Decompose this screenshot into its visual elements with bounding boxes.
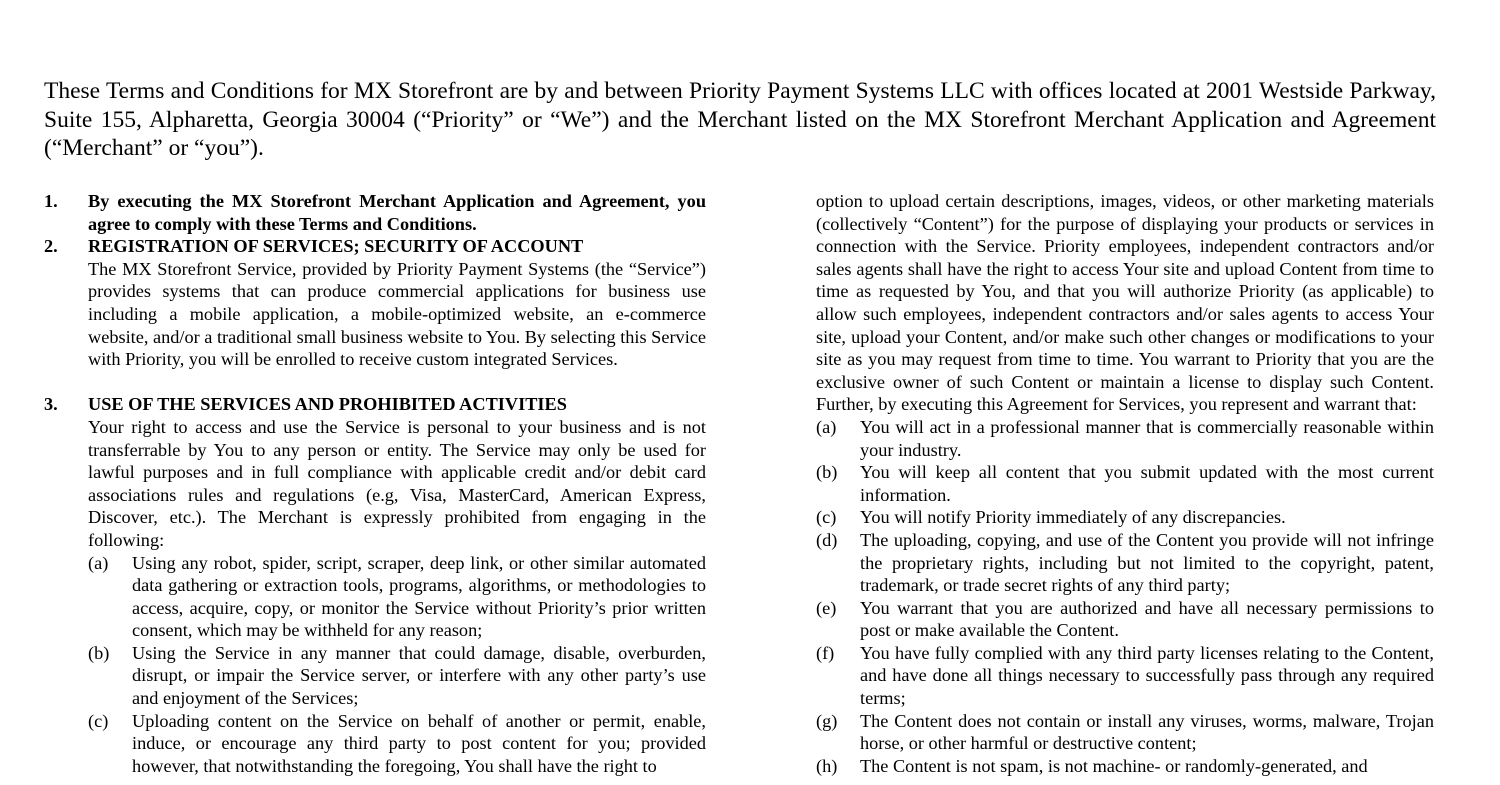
list-item-text: Uploading content on the Service on behalf of another or permit, enable, induce, or encourage any third party to post content for you; provided however, that notwithstanding the foregoing, You shall have the right to <box>132 710 706 776</box>
list-item-text: You warrant that you are authorized and have all necessary permissions to post or make available the Content. <box>860 597 1434 641</box>
section-1-text: By executing the MX Storefront Merchant Application and Agreement, you agree to comply with these Terms and Conditions. <box>88 191 706 234</box>
list-item <box>816 416 1434 461</box>
list-item-label: (h) <box>816 755 838 776</box>
list-item <box>88 642 706 710</box>
list-item-text: You will act in a professional manner that is commercially reasonable within your industry. <box>860 416 1434 460</box>
list-item <box>816 529 1434 597</box>
right-column-text: option to upload certain descriptions, images, videos, or other marketing materials (collectively “Content”) for the purpose of displaying your products or services in connection with the Service. Priority employees, independent contractors and/or sales agents shall have the right to access Your site and upload Content from time to time as requested by You, and that you will authorize Priority (as applicable) to allow such employees, independent contractors and/or sales agents to access Your site, upload your Content, and/or make such other changes or modifications to your site as you may request from time to time. You warrant to Priority that you are the exclusive owner of such Content or maintain a license to display such Content. Further, by executing this Agreement for Services, you represent and warrant that: <box>816 191 1434 415</box>
list-item-text: You will notify Priority immediately of any discrepancies. <box>860 507 1286 528</box>
section-2 <box>44 235 706 371</box>
list-item-label: (b) <box>88 642 110 663</box>
list-item <box>88 710 706 778</box>
list-item <box>816 506 1434 529</box>
list-item-label: (b) <box>816 462 838 483</box>
section-number: 2. <box>44 236 58 257</box>
section-3 <box>44 393 706 777</box>
list-item <box>816 642 1434 710</box>
section-2-text: The MX Storefront Service, provided by Priority Payment Systems (the “Service”) provides systems that can produce commercial applications for business use including a mobile application, a mobile-optimized website, an e-commerce website, and/or a traditional small business website to You. By selecting this Service with Priority, you will be enrolled to receive custom integrated Services. <box>88 258 706 370</box>
list-item-label: (c) <box>816 507 837 528</box>
section-3-text: Your right to access and use the Service is personal to your business and is not transferrable by You to any person or entity. The Service may only be used for lawful purposes and in full compliance with applicable credit and/or debit card associations rules and regulations (e.g, Visa, MasterCard, American Express, Discover, etc.). The Merchant is expressly prohibited from engaging in the following: <box>88 416 706 550</box>
list-item-label: (c) <box>88 710 109 731</box>
section-1 <box>44 190 706 235</box>
list-item-label: (a) <box>88 552 109 573</box>
list-item <box>88 552 706 642</box>
list-item-label: (f) <box>816 642 835 663</box>
list-item-label: (d) <box>816 529 838 550</box>
right-column <box>816 190 1434 777</box>
section-2-heading: REGISTRATION OF SERVICES; SECURITY OF ACCOUNT <box>88 236 584 257</box>
section-number: 3. <box>44 394 58 415</box>
section-number: 1. <box>44 191 58 211</box>
list-item-text: The Content is not spam, is not machine- or randomly-generated, and <box>860 755 1368 776</box>
list-item-label: (a) <box>816 416 837 437</box>
list-item-text: You will keep all content that you submit updated with the most current information. <box>860 462 1434 505</box>
section-3-heading: USE OF THE SERVICES AND PROHIBITED ACTIVITIES <box>88 394 567 415</box>
list-item-label: (e) <box>816 597 837 618</box>
list-item-text: Using any robot, spider, script, scraper, deep link, or other similar automated data gathering or extraction tools, programs, algorithms, or methodologies to access, acquire, copy, or monitor the Service without Priority’s prior written consent, which may be withheld for any reason; <box>132 552 706 641</box>
list-item-text: The Content does not contain or install any viruses, worms, malware, Trojan horse, or other harmful or destructive content; <box>860 710 1434 754</box>
list-item <box>816 461 1434 506</box>
list-item-text: You have fully complied with any third party licenses relating to the Content, and have done all things necessary to successfully pass through any required terms; <box>860 642 1434 709</box>
list-item <box>816 755 1434 778</box>
intro-paragraph: These Terms and Conditions for MX Storefront are by and between Priority Payment Systems LLC with offices located at 2001 Westside Parkway, Suite 155, Alpharetta, Georgia 30004 (“Priority” or “We”) and the Merchant listed on the MX Storefront Merchant Application and Agreement (“Merchant” or “you”). <box>44 78 1436 161</box>
list-item-label: (g) <box>816 710 838 731</box>
left-column <box>44 190 706 777</box>
list-item-text: The uploading, copying, and use of the Content you provide will not infringe the proprietary rights, including but not limited to the copyright, patent, trademark, or trade secret rights of any third party; <box>860 529 1434 596</box>
list-item <box>816 597 1434 642</box>
list-item-text: Using the Service in any manner that could damage, disable, overburden, disrupt, or impair the Service server, or interfere with any other party’s use and enjoyment of the Services; <box>132 642 706 709</box>
list-item <box>816 710 1434 755</box>
